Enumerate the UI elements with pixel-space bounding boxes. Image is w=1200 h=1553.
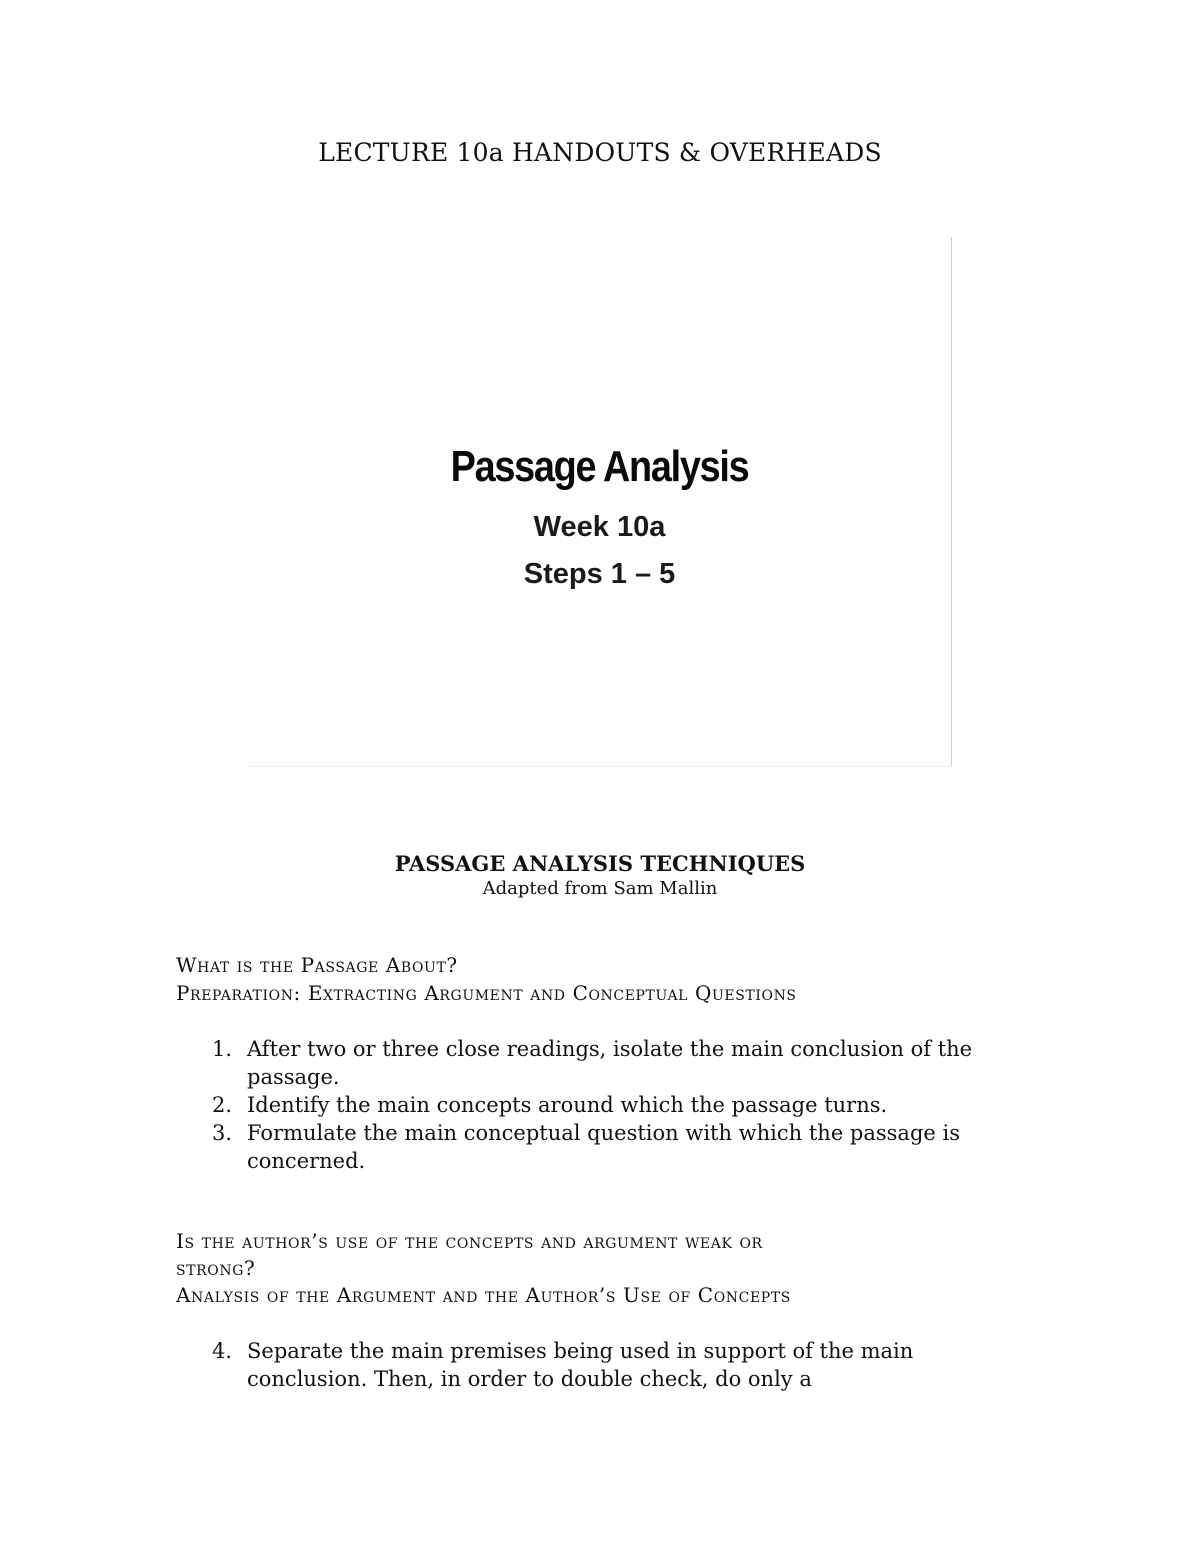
- slide-steps: Steps 1 – 5: [523, 558, 676, 590]
- list-item-number: 4.: [212, 1339, 233, 1363]
- list-item: [176, 1337, 1036, 1393]
- part1-heading: Preparation: Extracting Argument and Conceptual Questions: [176, 981, 797, 1005]
- slide-image: [247, 237, 952, 767]
- part1-question: What is the Passage About?: [176, 953, 458, 977]
- list-item-number: 1.: [212, 1037, 233, 1061]
- list-item: [176, 1119, 1036, 1175]
- part2-question-line1: Is the author’s use of the concepts and argument weak or: [176, 1229, 763, 1253]
- list-item-text: Formulate the main conceptual question with which the passage is concerned.: [247, 1121, 960, 1173]
- list-item-number: 3.: [212, 1121, 233, 1145]
- list-item-text: Identify the main concepts around which the passage turns.: [247, 1093, 888, 1117]
- part2-heading: Analysis of the Argument and the Author’s Use of Concepts: [176, 1283, 791, 1307]
- list-item-number: 2.: [212, 1093, 233, 1117]
- list-item-text: After two or three close readings, isolate the main conclusion of the passage.: [247, 1037, 973, 1089]
- part2-question-line2: strong?: [176, 1256, 256, 1280]
- page-title: LECTURE 10a HANDOUTS & OVERHEADS: [318, 138, 882, 167]
- list-item: [176, 1091, 1036, 1119]
- list-item: [176, 1035, 1036, 1091]
- slide-title: Passage Analysis: [450, 442, 749, 491]
- part2-list: [176, 1337, 1036, 1393]
- slide-week: Week 10a: [533, 511, 666, 543]
- section-subheading: Adapted from Sam Mallin: [482, 878, 718, 899]
- list-item-text: Separate the main premises being used in support of the main conclusion. Then, in order to double check, do only a: [247, 1339, 914, 1391]
- part1-list: [176, 1035, 1036, 1175]
- section-heading: PASSAGE ANALYSIS TECHNIQUES: [394, 851, 806, 876]
